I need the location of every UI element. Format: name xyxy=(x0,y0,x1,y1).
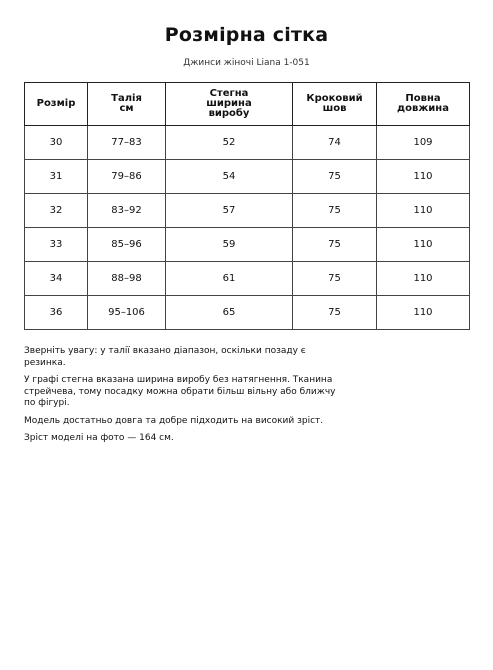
notes-section xyxy=(24,346,344,451)
cell-size: 32 xyxy=(25,194,88,228)
table-row xyxy=(25,262,470,296)
cell-length: 109 xyxy=(377,126,470,160)
cell-size: 31 xyxy=(25,160,88,194)
table-row xyxy=(25,228,470,262)
cell-hips: 57 xyxy=(166,194,293,228)
table-header-row xyxy=(25,83,470,126)
note-model-height: Зріст моделі на фото — 164 см. xyxy=(24,433,174,443)
note-waist: Зверніть увагу: у талії вказано діапазон, оскільки позаду є резинка. xyxy=(24,346,306,368)
cell-inseam: 74 xyxy=(293,126,377,160)
table-row xyxy=(25,296,470,330)
cell-size: 36 xyxy=(25,296,88,330)
cell-length: 110 xyxy=(377,228,470,262)
cell-hips: 52 xyxy=(166,126,293,160)
header-inseam: Кроковий шов xyxy=(293,83,377,126)
product-subtitle: Джинси жіночі Liana 1-051 xyxy=(183,58,310,68)
cell-length: 110 xyxy=(377,262,470,296)
cell-waist: 77–83 xyxy=(88,126,166,160)
cell-inseam: 75 xyxy=(293,160,377,194)
header-length: Повна довжина xyxy=(377,83,470,126)
header-size: Розмір xyxy=(25,83,88,126)
table-row xyxy=(25,126,470,160)
cell-size: 33 xyxy=(25,228,88,262)
table-row xyxy=(25,194,470,228)
cell-inseam: 75 xyxy=(293,296,377,330)
cell-hips: 59 xyxy=(166,228,293,262)
cell-inseam: 75 xyxy=(293,228,377,262)
cell-waist: 79–86 xyxy=(88,160,166,194)
cell-inseam: 75 xyxy=(293,262,377,296)
cell-waist: 95–106 xyxy=(88,296,166,330)
header-waist: Талія см xyxy=(88,83,166,126)
cell-length: 110 xyxy=(377,296,470,330)
cell-hips: 65 xyxy=(166,296,293,330)
cell-waist: 83–92 xyxy=(88,194,166,228)
cell-waist: 88–98 xyxy=(88,262,166,296)
header-hips: Стегна ширина виробу xyxy=(166,83,293,126)
cell-hips: 54 xyxy=(166,160,293,194)
cell-waist: 85–96 xyxy=(88,228,166,262)
page-title: Розмірна сітка xyxy=(164,24,329,46)
size-chart-table xyxy=(24,82,470,330)
note-hips: У графі стегна вказана ширина виробу без натягнення. Тканина стрейчева, тому посадку можна обрати більш вільну або ближчу по фігурі. xyxy=(24,375,336,408)
cell-hips: 61 xyxy=(166,262,293,296)
cell-inseam: 75 xyxy=(293,194,377,228)
cell-length: 110 xyxy=(377,160,470,194)
cell-length: 110 xyxy=(377,194,470,228)
note-length: Модель достатньо довга та добре підходить на високий зріст. xyxy=(24,415,324,426)
table-row xyxy=(25,160,470,194)
cell-size: 30 xyxy=(25,126,88,160)
cell-size: 34 xyxy=(25,262,88,296)
